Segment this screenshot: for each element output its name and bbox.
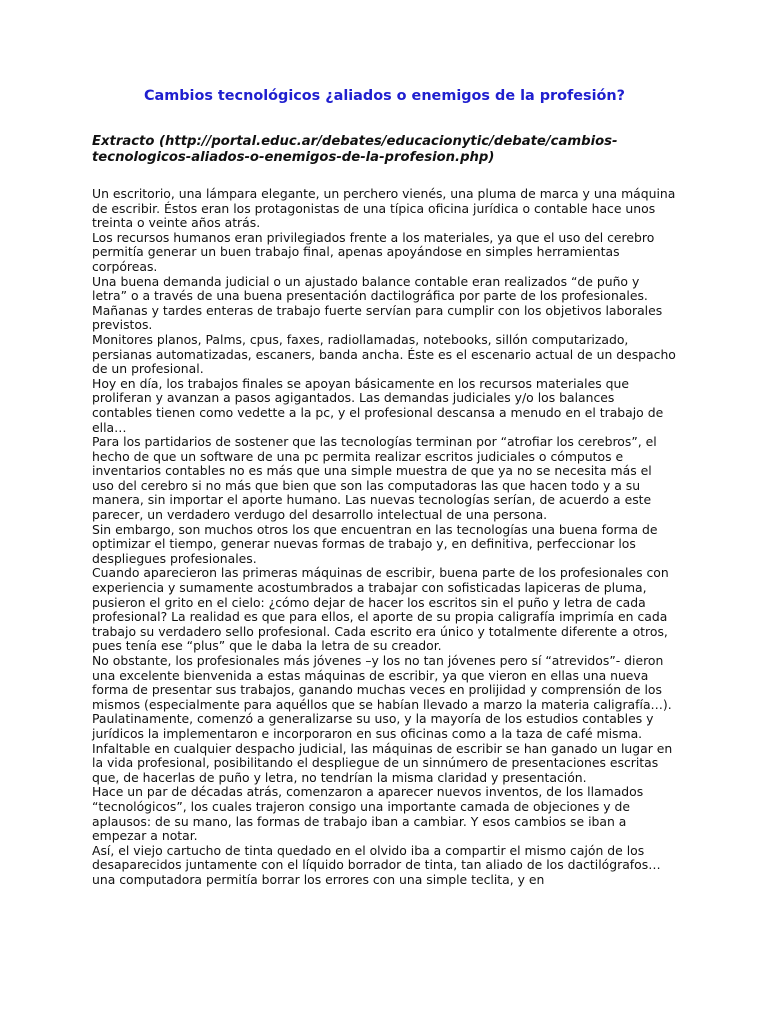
paragraph: Una buena demanda judicial o un ajustado balance contable eran realizados “de puño y letra” o a través de una buena presentación dactilográfica por parte de los profesionales. Mañanas y tardes enteras de trabajo fuerte servían para cumplir con los objetivos laborales previstos. bbox=[92, 273, 663, 333]
paragraph: Así, el viejo cartucho de tinta quedado en el olvido iba a compartir el mismo cajón de los desaparecidos juntamente con el líquido borrador de tinta, tan aliado de los dactilógrafos…una computadora permitía borrar los errores con una simple teclita, y en bbox=[92, 842, 661, 887]
paragraph: Hoy en día, los trabajos finales se apoyan básicamente en los recursos materiales que proliferan y avanzan a pasos agigantados. Las demandas judiciales y/o los balances contables tienen como vedette a la pc, y el profesional descansa a menudo en el trabajo de ella… bbox=[92, 375, 664, 435]
paragraph: Paulatinamente, comenzó a generalizarse su uso, y la mayoría de los estudios contables y jurídicos la implementaron e incorporaron en sus oficinas como a la taza de café misma. bbox=[92, 711, 654, 741]
paragraph: No obstante, los profesionales más jóvenes –y los no tan jóvenes pero sí “atrevidos”- dieron una excelente bienvenida a estas máquinas de escribir, ya que vieron en ellas una nueva forma de presentar sus trabajos, ganando muchas veces en prolijidad y comprensión de los mismos (especialmente para aquéllos que se habían llevado a marzo la materia caligrafía…). bbox=[92, 653, 672, 712]
paragraph: Monitores planos, Palms, cpus, faxes, radiollamadas, notebooks, sillón computarizado, persianas automatizadas, escaners, banda ancha. Éste es el escenario actual de un despacho de un profesional. bbox=[92, 331, 676, 377]
paragraph: Infaltable en cualquier despacho judicial, las máquinas de escribir se han ganado un lugar en la vida profesional, posibilitando el despliegue de un sinnúmero de presentaciones escritas que, de hacerlas de puño y letra, no tendrían la misma claridad y presentación. bbox=[92, 740, 673, 785]
article-body bbox=[92, 187, 677, 888]
paragraph: Para los partidarios de sostener que las tecnologías terminan por “atrofiar los cerebros”, el hecho de que un software de una pc permita realizar escritos judiciales o cómputos e inventarios contables no es más que una simple muestra de que ya no se necesita más el uso del cerebro si no más que bien que son las computadoras las que hacen todo y a su manera, sin importar el aporte humano. Las nuevas tecnologías serían, de acuerdo a este parecer, un verdadero verdugo del desarrollo intelectual de una persona. bbox=[92, 434, 657, 523]
paragraph: Los recursos humanos eran privilegiados frente a los materiales, ya que el uso del cerebro permitía generar un buen trabajo final, apenas apoyándose en simples herramientas corpóreas. bbox=[92, 229, 655, 274]
document-page bbox=[92, 86, 677, 888]
source-citation: Extracto (http://portal.educ.ar/debates/educacionytic/debate/cambios-tecnologicos-aliados-o-enemigos-de-la-profesion.php) bbox=[92, 134, 618, 165]
paragraph: Cuando aparecieron las primeras máquinas de escribir, buena parte de los profesionales con experiencia y sumamente acostumbrados a trabajar con sofisticadas lapiceras de pluma, pusieron el grito en el cielo: ¿cómo dejar de hacer los escritos sin el puño y letra de cada profesional? La realidad es que para ellos, el aporte de su propia caligrafía imprimía en cada trabajo su verdadero sello profesional. Cada escrito era único y totalmente diferente a otros, pues tenía ese “plus” que le daba la letra de su creador. bbox=[92, 565, 669, 654]
paragraph: Sin embargo, son muchos otros los que encuentran en las tecnologías una buena forma de optimizar el tiempo, generar nuevas formas de trabajo y, en definitiva, perfeccionar los despliegues profesionales. bbox=[92, 521, 658, 566]
paragraph: Un escritorio, una lámpara elegante, un perchero vienés, una pluma de marca y una máquina de escribir. Éstos eran los protagonistas de una típica oficina jurídica o contable hace unos treinta o veinte años atrás. bbox=[92, 186, 676, 231]
page-title: Cambios tecnológicos ¿aliados o enemigos de la profesión? bbox=[143, 88, 626, 104]
paragraph: Hace un par de décadas atrás, comenzaron a aparecer nuevos inventos, de los llamados “tecnológicos”, los cuales trajeron consigo una importante camada de objeciones y de aplausos: de su mano, las formas de trabajo iban a cambiar. Y esos cambios se iban a empezar a notar. bbox=[92, 784, 644, 844]
